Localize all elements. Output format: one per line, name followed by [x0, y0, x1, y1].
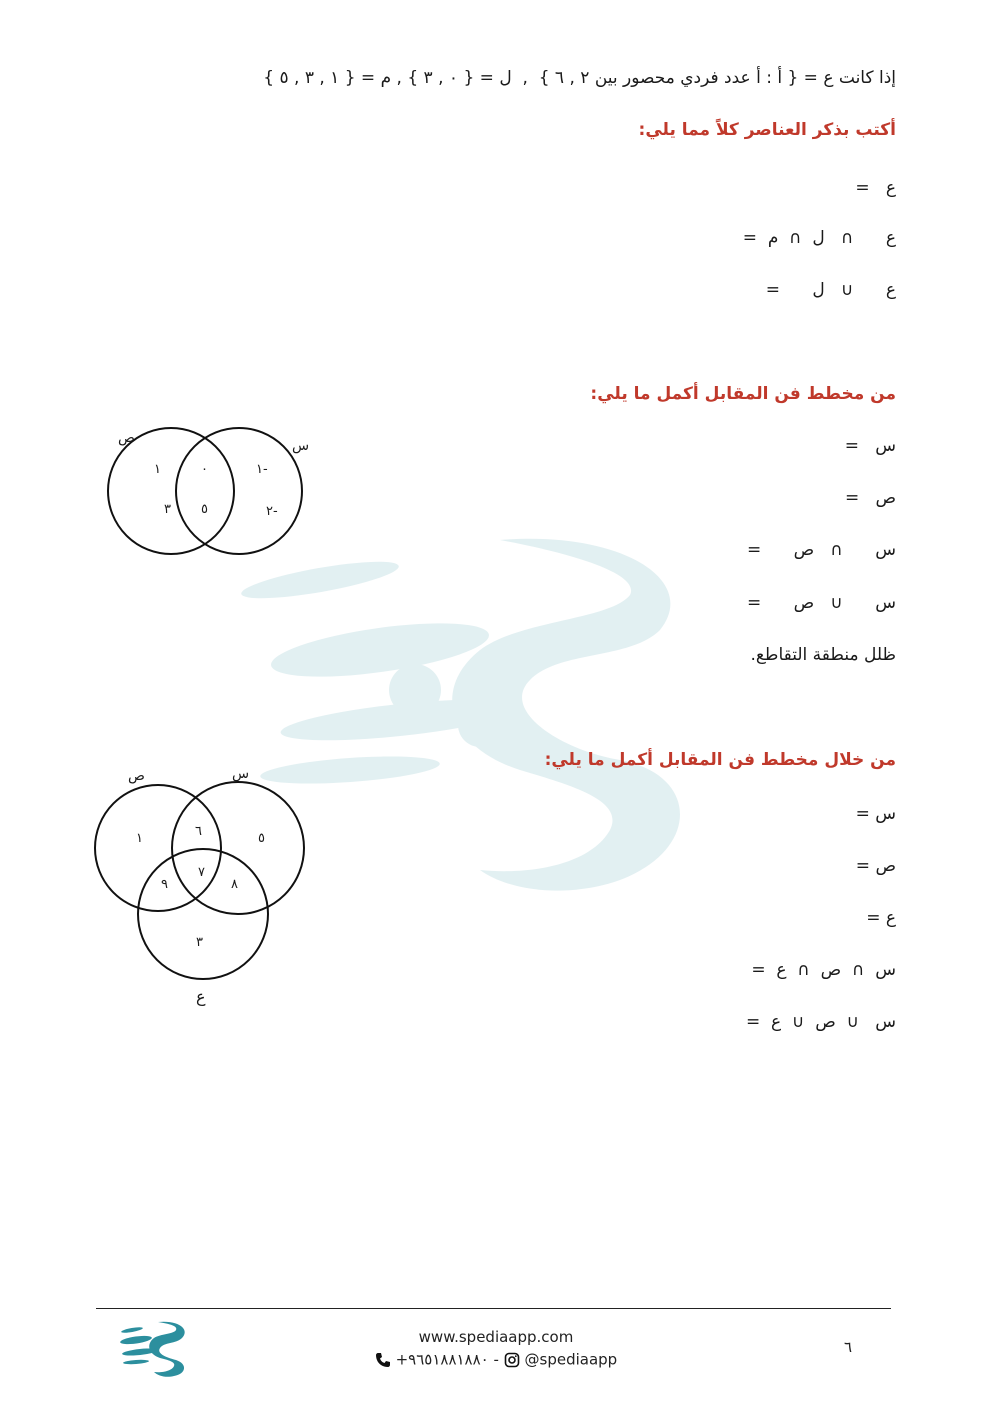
spedia-logo-icon: [118, 1318, 192, 1378]
venn3-label-bottom: ع: [196, 987, 206, 1006]
venn3-left-right: ٦: [195, 824, 202, 839]
venn2-label-left: ص: [118, 430, 135, 446]
venn2-intersection-1: ٠: [201, 462, 208, 477]
problem2-item-4: س ∪ ص =: [746, 593, 896, 613]
venn2-label-right: س: [292, 438, 310, 454]
problem3-item-4: س ∩ ص ∩ ع =: [751, 960, 896, 980]
instagram-icon: [504, 1352, 520, 1368]
footer-instagram: @spediaapp: [524, 1350, 618, 1369]
footer-divider: [96, 1308, 891, 1309]
problem3-item-2: ص =: [855, 856, 896, 876]
venn2-intersection-2: ٥: [201, 502, 208, 517]
venn3-circle-left: [95, 785, 221, 911]
problem3-heading: من خلال مخطط فن المقابل أكمل ما يلي:: [544, 750, 896, 770]
venn2-right-only-2: ٢-: [266, 504, 278, 519]
venn3-left-only: ١: [136, 831, 143, 846]
footer-separator: -: [493, 1350, 499, 1369]
problem2-item-1: س =: [844, 436, 896, 456]
venn2-right-only-1: ١-: [256, 462, 268, 477]
venn2-left-only-1: ١: [154, 462, 161, 477]
venn3-left-bottom: ٩: [161, 877, 168, 892]
venn2-circle-right: [176, 428, 302, 554]
problem2-item-3: س ∩ ص =: [746, 540, 896, 560]
problem1-heading: أكتب بذكر العناصر كلاً مما يلي:: [638, 120, 896, 140]
problem3-item-5: س ∪ ص ∪ ع =: [745, 1012, 896, 1032]
venn3-label-left: ص: [128, 768, 145, 784]
footer-website: www.spediaapp.com: [418, 1328, 574, 1346]
problem3-item-3: ع =: [866, 908, 896, 928]
venn2-left-only-2: ٣: [164, 502, 171, 517]
footer-phone: +٩٦٥١٨٨١٨٨٠: [395, 1350, 489, 1369]
problem2-item-2: ص =: [844, 488, 896, 508]
venn3-bottom-only: ٣: [196, 935, 203, 950]
venn3-right-only: ٥: [258, 831, 265, 846]
problem2-heading: من مخطط فن المقابل أكمل ما يلي:: [590, 384, 896, 404]
problem1-statement: إذا كانت ع = { أ : أ عدد فردي محصور بين ٢ , ٦ } , ل = { ٠ , ٣ } , م = { ١ , ٣ , ٥ }: [263, 68, 896, 88]
venn3-center: ٧: [198, 865, 205, 880]
venn3-circle-right: [172, 782, 304, 914]
problem1-item-3: ع ∪ ل =: [765, 280, 896, 300]
venn-diagram-two-sets: [96, 420, 326, 560]
problem2-item-5: ظلل منطقة التقاطع.: [750, 645, 896, 665]
problem3-item-1: س =: [855, 804, 896, 824]
venn3-label-right: س: [232, 766, 250, 782]
venn-diagram-three-sets: [88, 760, 318, 1010]
phone-icon: [375, 1352, 391, 1368]
problem1-item-1: ع =: [855, 178, 896, 198]
page-number: ٦: [844, 1338, 853, 1356]
venn2-circle-left: [108, 428, 234, 554]
problem1-item-2: ع ∩ ل ∩ م =: [742, 228, 896, 248]
venn3-right-bottom: ٨: [231, 877, 238, 892]
